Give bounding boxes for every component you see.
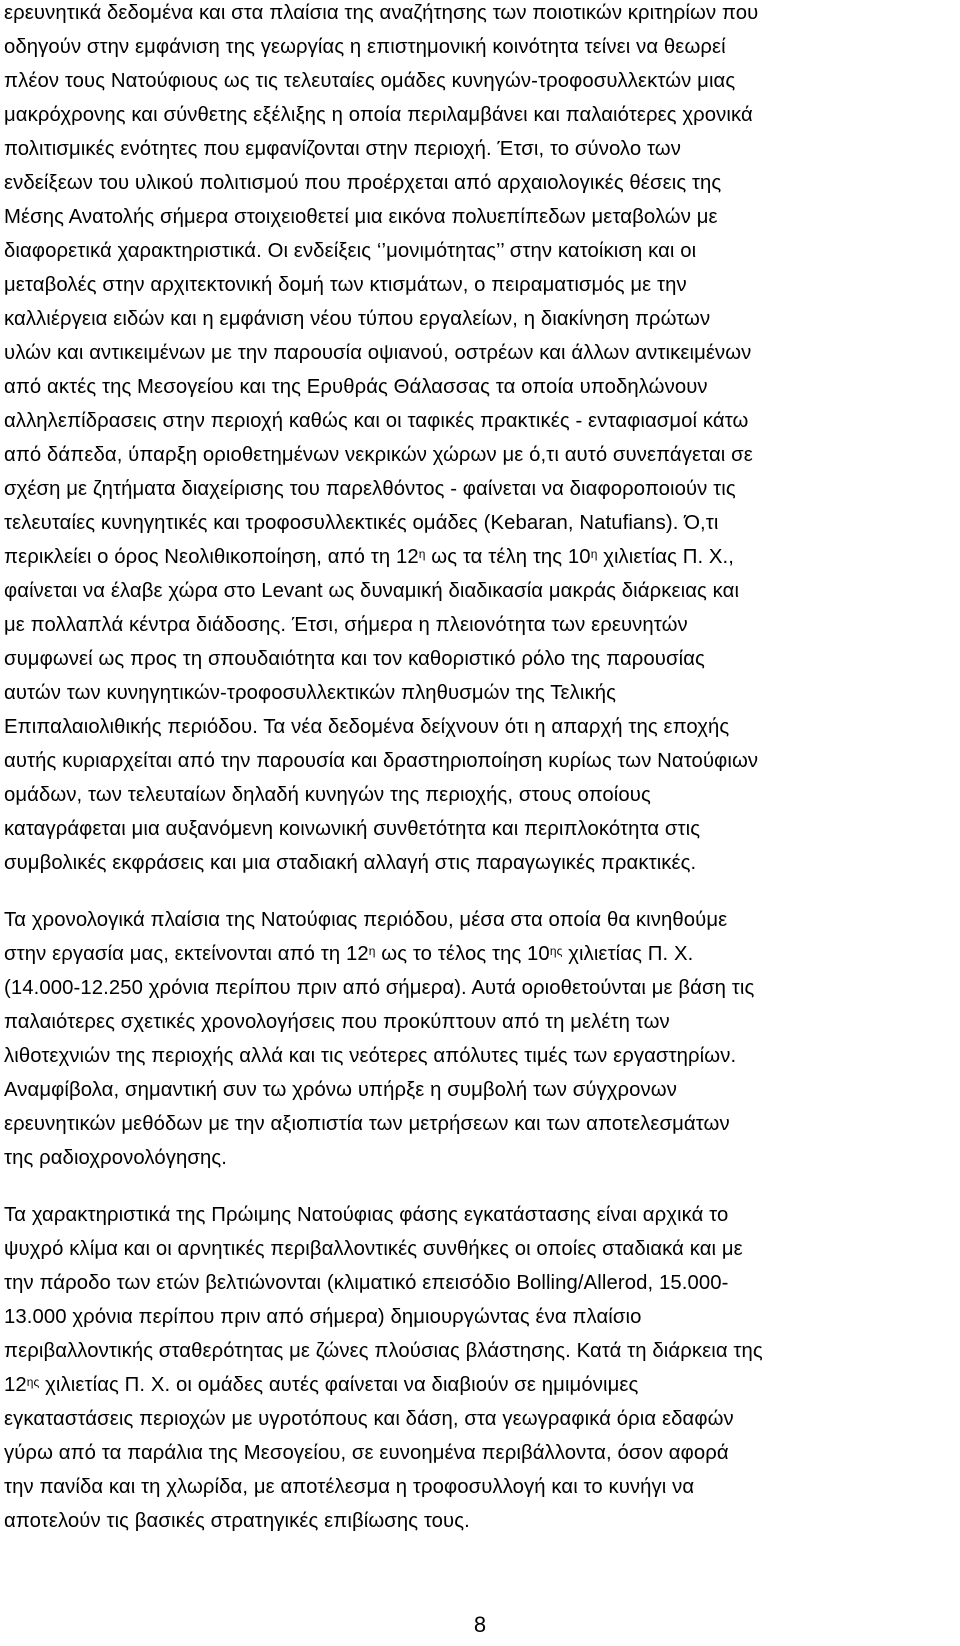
text-fragment: χιλιετίας Π. Χ. οι ομάδες αυτές φαίνεται να διαβιούν σε ημιμόνιμες (39, 1374, 639, 1396)
text-line: μεταβολές στην αρχιτεκτονική δομή των κτισμάτων, ο πειραματισμός με την (4, 274, 687, 296)
text-line: 13.000 χρόνια περίπου πριν από σήμερα) δημιουργώντας ένα πλαίσιο (4, 1306, 642, 1328)
superscript: ης (549, 944, 563, 958)
text-line: αλληλεπίδρασεις στην περιοχή καθώς και οι ταφικές πρακτικές - ενταφιασμοί κάτω (4, 410, 749, 432)
superscript: η (590, 547, 598, 561)
text-line: ερευνητικά δεδομένα και στα πλαίσια της αναζήτησης των ποιοτικών κριτηρίων που (4, 2, 759, 24)
text-line: τελευταίες κυνηγητικές και τροφοσυλλεκτικές ομάδες (Kebaran, Natufians). Ό,τι (4, 512, 719, 534)
superscript: η (418, 547, 426, 561)
text-line: συμφωνεί ως προς τη σπουδαιότητα και τον καθοριστικό ρόλο της παρουσίας (4, 648, 705, 670)
text-line: πολιτισμικές ενότητες που εμφανίζονται στην περιοχή. Έτσι, το σύνολο των (4, 138, 681, 160)
text-line: διαφορετικά χαρακτηριστικά. Οι ενδείξεις ‘’μονιμότητας’’ στην κατοίκιση και οι (4, 240, 697, 262)
text-line: ενδείξεων του υλικού πολιτισμού που προέρχεται από αρχαιολογικές θέσεις της (4, 172, 722, 194)
text-line: την πανίδα και τη χλωρίδα, με αποτέλεσμα η τροφοσυλλογή και το κυνήγι να (4, 1476, 695, 1498)
text-line: Επιπαλαιολιθικής περιόδου. Τα νέα δεδομένα δείχνουν ότι η απαρχή της εποχής (4, 716, 730, 738)
text-line: αυτής κυριαρχείται από την παρουσία και δραστηριοποίηση κυρίως των Νατούφιων (4, 750, 759, 772)
text-fragment: χιλιετίας Π. Χ., (597, 546, 735, 568)
text-line: Τα χαρακτηριστικά της Πρώιμης Νατούφιας φάσης εγκατάστασης είναι αρχικά το (4, 1204, 729, 1226)
text-line: εγκαταστάσεις περιοχών με υγροτόπους και δάση, στα γεωγραφικά όρια εδαφών (4, 1408, 734, 1430)
text-line: την πάροδο των ετών βελτιώνονται (κλιματικό επεισόδιο Bolling/Allerod, 15.000- (4, 1272, 729, 1294)
text-line: αποτελούν τις βασικές στρατηγικές επιβίωσης τους. (4, 1510, 470, 1532)
text-line: γύρω από τα παράλια της Μεσογείου, σε ευνοημένα περιβάλλοντα, όσον αφορά (4, 1442, 729, 1464)
text-line: Αναμφίβολα, σημαντική συν τω χρόνω υπήρξε η συμβολή των σύγχρονων (4, 1079, 677, 1101)
text-line: Τα χρονολογικά πλαίσια της Νατούφιας περιόδου, μέσα στα οποία θα κινηθούμε (4, 909, 728, 931)
text-fragment: στην εργασία μας, εκτείνονται από τη 12 (4, 943, 369, 965)
text-fragment: ως τα τέλη της 10 (425, 546, 591, 568)
text-line: περιβαλλοντικής σταθερότητας με ζώνες πλούσιας βλάστησης. Κατά τη διάρκεια της (4, 1340, 763, 1362)
text-fragment: ως το τέλος της 10 (375, 943, 550, 965)
text-line: υλών και αντικειμένων με την παρουσία οψιανού, οστρέων και άλλων αντικειμένων (4, 342, 752, 364)
text-line: συμβολικές εκφράσεις και μια σταδιακή αλλαγή στις παραγωγικές πρακτικές. (4, 852, 697, 874)
superscript: η (368, 944, 376, 958)
text-line: καταγράφεται μια αυξανόμενη κοινωνική συνθετότητα και περιπλοκότητα στις (4, 818, 701, 840)
text-line: καλλιέργεια ειδών και η εμφάνιση νέου τύπου εργαλείων, η διακίνηση πρώτων (4, 308, 711, 330)
page-number: 8 (473, 1612, 487, 1637)
text-line-with-superscript (4, 937, 960, 971)
text-line: από ακτές της Μεσογείου και της Ερυθράς Θάλασσας τα οποία υποδηλώνουν (4, 376, 708, 398)
text-line: ψυχρό κλίμα και οι αρνητικές περιβαλλοντικές συνθήκες οι οποίες σταδιακά και με (4, 1238, 743, 1260)
text-line: ερευνητικών μεθόδων με την αξιοπιστία των μετρήσεων και των αποτελεσμάτων (4, 1113, 730, 1135)
text-line: σχέση με ζητήματα διαχείρισης του παρελθόντος - φαίνεται να διαφοροποιούν τις (4, 478, 736, 500)
text-line: της ραδιοχρονολόγησης. (4, 1147, 227, 1169)
text-line: λιθοτεχνιών της περιοχής αλλά και τις νεότερες απόλυτες τιμές των εργαστηρίων. (4, 1045, 737, 1067)
text-fragment: περικλείει ο όρος Νεολιθικοποίηση, από τη 12 (4, 546, 419, 568)
text-line: με πολλαπλά κέντρα διάδοσης. Έτσι, σήμερα η πλειονότητα των ερευνητών (4, 614, 688, 636)
text-line: φαίνεται να έλαβε χώρα στο Levant ως δυναμική διαδικασία μακράς διάρκειας και (4, 580, 740, 602)
text-line-with-superscript (4, 540, 960, 574)
text-line: μακρόχρονης και σύνθετης εξέλιξης η οποία περιλαμβάνει και παλαιότερες χρονικά (4, 104, 753, 126)
text-line: αυτών των κυνηγητικών-τροφοσυλλεκτικών πληθυσμών της Τελικής (4, 682, 617, 704)
text-fragment: 12 (4, 1374, 27, 1396)
superscript: ης (26, 1375, 40, 1389)
text-line-with-superscript (4, 1368, 960, 1402)
text-line: Μέσης Ανατολής σήμερα στοιχειοθετεί μια εικόνα πολυεπίπεδων μεταβολών με (4, 206, 718, 228)
text-line: ομάδων, των τελευταίων δηλαδή κυνηγών της περιοχής, στους οποίους (4, 784, 651, 806)
text-line: πλέον τους Νατούφιους ως τις τελευταίες ομάδες κυνηγών-τροφοσυλλεκτών μιας (4, 70, 736, 92)
text-line: από δάπεδα, ύπαρξη οριοθετημένων νεκρικών χώρων με ό,τι αυτό συνεπάγεται σε (4, 444, 753, 466)
text-fragment: χιλιετίας Π. Χ. (562, 943, 694, 965)
text-line: οδηγούν στην εμφάνιση της γεωργίας η επιστημονική κοινότητα τείνει να θεωρεί (4, 36, 726, 58)
text-line: παλαιότερες σχετικές χρονολογήσεις που προκύπτουν από τη μελέτη των (4, 1011, 670, 1033)
text-line: (14.000-12.250 χρόνια περίπου πριν από σήμερα). Αυτά οριοθετούνται με βάση τις (4, 977, 755, 999)
